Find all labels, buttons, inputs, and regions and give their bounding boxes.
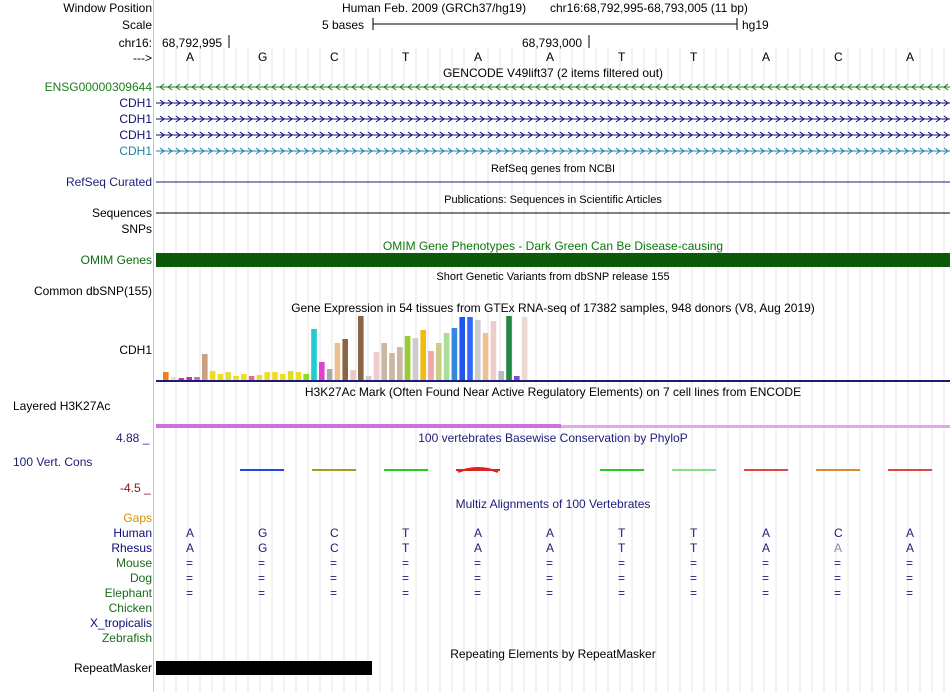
gtex-bar	[342, 339, 348, 380]
species-label[interactable]: X_tropicalis	[89, 616, 152, 630]
base-letter: C	[330, 50, 339, 64]
species-label[interactable]: Rhesus	[111, 541, 152, 555]
conservation-mark	[384, 469, 428, 471]
alignment-base: G	[258, 526, 268, 540]
alignment-base: A	[834, 541, 843, 555]
gtex-bar	[428, 351, 434, 380]
gencode-title: GENCODE V49lift37 (2 items filtered out)	[442, 66, 664, 80]
alignment-base: =	[762, 571, 770, 585]
alignment-base: A	[906, 541, 915, 555]
alignment-base: =	[402, 571, 410, 585]
alignment-base: =	[330, 556, 338, 570]
gtex-bar	[311, 329, 317, 380]
alignment-base: A	[186, 541, 195, 555]
species-label[interactable]: Zebrafish	[101, 631, 152, 645]
dbsnp-title: Short Genetic Variants from dbSNP release 155	[436, 271, 670, 283]
gtex-bar	[413, 338, 419, 380]
gtex-bar	[303, 374, 309, 380]
alignment-base: =	[546, 586, 554, 600]
gtex-bar	[272, 372, 278, 380]
alignment-base: =	[474, 571, 482, 585]
scale-text: 5 bases	[322, 18, 365, 32]
gtex-label[interactable]: CDH1	[119, 343, 152, 357]
alignment-base: C	[330, 541, 339, 555]
base-letter: A	[906, 50, 915, 64]
alignment-base: =	[834, 586, 842, 600]
gtex-bar	[202, 354, 208, 380]
alignment-base: =	[402, 556, 410, 570]
gtex-bar	[522, 317, 528, 380]
alignment-base: =	[762, 556, 770, 570]
gtex-bar	[241, 374, 247, 380]
gtex-bar	[249, 376, 255, 380]
alignment-base: =	[546, 556, 554, 570]
base-letter: C	[834, 50, 843, 64]
position-readout: chr16:68,792,995-68,793,005 (11 bp)	[550, 1, 748, 15]
alignment-base: G	[258, 541, 268, 555]
gtex-bar	[420, 330, 426, 380]
conservation-mark	[240, 469, 284, 471]
alignment-base: T	[690, 526, 698, 540]
gtex-bar	[288, 371, 294, 380]
window-position-label: Window Position	[63, 1, 152, 15]
gtex-bar	[506, 316, 512, 380]
alignment-base: =	[834, 556, 842, 570]
gtex-bar	[233, 376, 239, 380]
gtex-title: Gene Expression in 54 tissues from GTEx RNA-seq of 17382 samples, 948 donors (V8, Aug 2019)	[291, 301, 815, 315]
repeatmasker-block	[156, 661, 372, 675]
alignment-base: =	[186, 556, 194, 570]
gencode-track-label[interactable]: CDH1	[119, 96, 152, 110]
alignment-base: =	[546, 571, 554, 585]
gtex-bar	[467, 317, 473, 380]
conservation-mark	[672, 469, 716, 471]
h3k27ac-bar	[561, 425, 950, 428]
alignment-base: C	[330, 526, 339, 540]
alignment-base: =	[618, 556, 626, 570]
omim-title: OMIM Gene Phenotypes - Dark Green Can Be Disease-causing	[382, 239, 724, 253]
publications-label[interactable]: Sequences	[91, 206, 152, 220]
alignment-base: A	[546, 541, 555, 555]
scale-label: Scale	[121, 18, 152, 32]
coord-mid: 68,793,000	[522, 36, 583, 50]
gtex-bar	[210, 371, 216, 380]
alignment-base: =	[258, 586, 266, 600]
alignment-base: =	[474, 586, 482, 600]
conservation-title: 100 vertebrates Basewise Conservation by PhyloP	[418, 431, 688, 445]
alignment-base: =	[258, 571, 266, 585]
multiz-title: Multiz Alignments of 100 Vertebrates	[455, 497, 651, 511]
species-label[interactable]: Elephant	[104, 586, 152, 600]
alignment-base: =	[906, 556, 914, 570]
gtex-bar	[459, 317, 465, 380]
gtex-bar	[444, 333, 450, 380]
gtex-bar	[483, 333, 489, 380]
gtex-bar	[381, 343, 387, 380]
repeatmasker-label[interactable]: RepeatMasker	[73, 661, 152, 675]
base-letter: A	[762, 50, 771, 64]
alignment-base: =	[762, 586, 770, 600]
scale-db: hg19	[742, 18, 769, 32]
gtex-bar	[498, 371, 504, 380]
gtex-bar	[257, 375, 263, 380]
gtex-bar	[491, 321, 497, 380]
alignment-base: A	[186, 526, 195, 540]
gtex-bar	[436, 343, 442, 380]
assembly-title: Human Feb. 2009 (GRCh37/hg19)	[342, 1, 527, 15]
gtex-bar	[186, 377, 192, 380]
gtex-bar	[389, 353, 395, 380]
h3k27ac-label[interactable]: Layered H3K27Ac	[13, 399, 111, 413]
base-letter: G	[258, 50, 268, 64]
species-label[interactable]: Mouse	[115, 556, 152, 570]
gtex-bar	[397, 347, 403, 380]
h3k27ac-title: H3K27Ac Mark (Often Found Near Active Regulatory Elements) on 7 cell lines from ENCODE	[304, 385, 802, 399]
alignment-base: =	[258, 556, 266, 570]
repeatmasker-title: Repeating Elements by RepeatMasker	[450, 647, 656, 661]
gtex-bar	[225, 372, 231, 380]
conservation-mark	[312, 469, 356, 471]
species-label[interactable]: Human	[113, 526, 152, 540]
alignment-base: A	[474, 541, 483, 555]
gtex-bar	[280, 374, 286, 380]
alignment-base: =	[618, 571, 626, 585]
base-letter: T	[618, 50, 626, 64]
alignment-base: =	[330, 586, 338, 600]
alignment-base: A	[546, 526, 555, 540]
alignment-base: =	[906, 586, 914, 600]
alignment-base: A	[762, 526, 771, 540]
conservation-mark	[888, 469, 932, 471]
alignment-base: =	[330, 571, 338, 585]
gtex-bar	[179, 378, 185, 380]
gtex-bar	[264, 372, 270, 380]
conservation-mark	[600, 469, 644, 471]
alignment-base: T	[402, 541, 410, 555]
alignment-base: T	[618, 526, 626, 540]
publications-title: Publications: Sequences in Scientific Articles	[444, 194, 662, 206]
refseq-label[interactable]: RefSeq Curated	[65, 175, 152, 189]
alignment-base: =	[690, 556, 698, 570]
snps-label[interactable]: SNPs	[121, 222, 152, 236]
refseq-title: RefSeq genes from NCBI	[490, 163, 616, 175]
base-letter: A	[474, 50, 483, 64]
gtex-bar	[358, 316, 364, 380]
chrom-label: chr16:	[118, 36, 152, 50]
dbsnp-label[interactable]: Common dbSNP(155)	[33, 284, 152, 298]
gtex-bar	[163, 372, 169, 380]
alignment-base: A	[906, 526, 915, 540]
omim-bar	[156, 253, 950, 267]
base-letter: T	[690, 50, 698, 64]
conservation-min: -4.5 _	[120, 481, 151, 495]
alignment-base: =	[186, 586, 194, 600]
gencode-track-label[interactable]: CDH1	[119, 128, 152, 142]
coord-left: 68,792,995	[162, 36, 223, 50]
gtex-bar	[218, 374, 224, 380]
alignment-base: A	[474, 526, 483, 540]
h3k27ac-bar	[156, 424, 561, 428]
alignment-base: =	[474, 556, 482, 570]
alignment-base: C	[834, 526, 843, 540]
alignment-base: =	[186, 571, 194, 585]
conservation-label[interactable]: 100 Vert. Cons	[13, 455, 93, 469]
gtex-bar	[296, 372, 302, 380]
gtex-bar	[171, 377, 177, 380]
base-letter: T	[402, 50, 410, 64]
base-letter: A	[186, 50, 195, 64]
alignment-base: T	[402, 526, 410, 540]
gtex-bar	[194, 377, 200, 380]
strand-label: --->	[133, 51, 152, 65]
alignment-base: =	[906, 571, 914, 585]
alignment-base: T	[618, 541, 626, 555]
conservation-mark	[816, 469, 860, 471]
alignment-base: T	[690, 541, 698, 555]
gtex-bar	[452, 328, 458, 380]
gencode-track-label[interactable]: CDH1	[119, 144, 152, 158]
species-label[interactable]: Dog	[129, 571, 152, 585]
gtex-bar	[374, 352, 380, 380]
gencode-track-label[interactable]: ENSG00000309644	[44, 80, 152, 94]
species-label[interactable]: Chicken	[108, 601, 152, 615]
gaps-label[interactable]: Gaps	[123, 511, 152, 525]
gtex-bar	[405, 336, 411, 380]
omim-label[interactable]: OMIM Genes	[80, 253, 152, 267]
base-letter: A	[546, 50, 555, 64]
alignment-base: =	[690, 571, 698, 585]
conservation-mark	[744, 469, 788, 471]
gtex-bar	[327, 369, 333, 380]
alignment-base: A	[762, 541, 771, 555]
conservation-max: 4.88 _	[116, 431, 150, 445]
alignment-base: =	[834, 571, 842, 585]
gtex-bar	[335, 343, 341, 380]
gtex-bar	[350, 370, 356, 380]
gtex-bar	[366, 376, 372, 380]
gtex-bar	[514, 376, 520, 380]
alignment-base: =	[618, 586, 626, 600]
alignment-base: =	[402, 586, 410, 600]
gtex-bar	[475, 320, 481, 380]
gtex-bar	[319, 362, 325, 380]
alignment-base: =	[690, 586, 698, 600]
gencode-track-label[interactable]: CDH1	[119, 112, 152, 126]
